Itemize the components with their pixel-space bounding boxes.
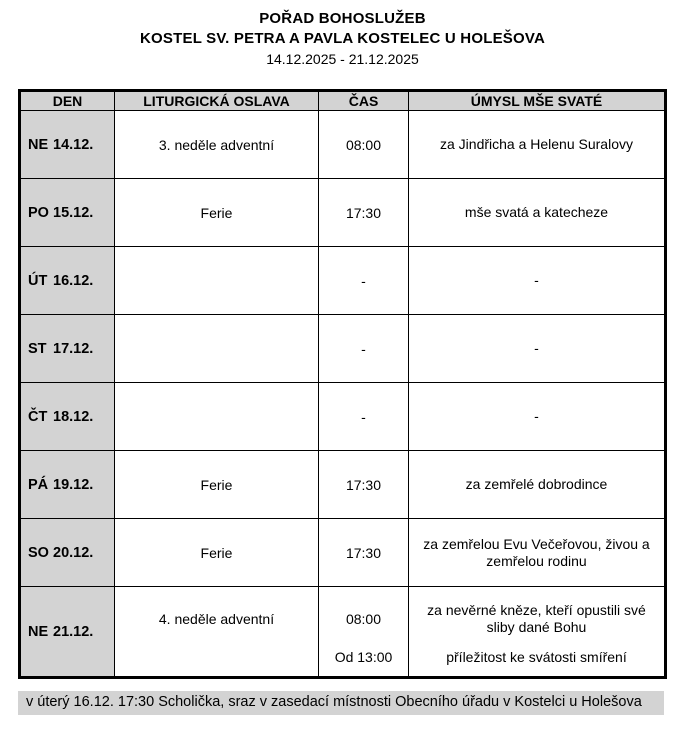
day-abbreviation: ST bbox=[28, 340, 47, 357]
time-cell: 17:30 bbox=[319, 519, 409, 587]
page-title: POŘAD BOHOSLUŽEB bbox=[259, 10, 426, 27]
intention-cell: - bbox=[409, 383, 666, 451]
table-row bbox=[20, 247, 666, 315]
day-cell bbox=[20, 247, 115, 315]
intention-second: příležitost ke svátosti smíření bbox=[446, 649, 627, 665]
date-range: 14.12.2025 - 21.12.2025 bbox=[266, 51, 419, 67]
intention-cell: - bbox=[409, 315, 666, 383]
day-cell bbox=[20, 315, 115, 383]
time-cell: 17:30 bbox=[319, 451, 409, 519]
day-cell bbox=[20, 587, 115, 678]
day-cell bbox=[20, 451, 115, 519]
intention-cell bbox=[409, 587, 666, 678]
day-abbreviation: ÚT bbox=[28, 272, 48, 289]
day-cell bbox=[20, 179, 115, 247]
time-first: 08:00 bbox=[345, 610, 382, 627]
intention-first: za nevěrné kněze, kteří opustili své sliby dané Bohu bbox=[427, 602, 646, 635]
time-cell: - bbox=[319, 383, 409, 451]
footer-note: v úterý 16.12. 17:30 Scholička, sraz v zasedací místnosti Obecního úřadu v Kostelci u Holešova bbox=[18, 691, 664, 715]
column-header-time: ČAS bbox=[319, 91, 409, 111]
liturgical-cell bbox=[115, 315, 319, 383]
table-row bbox=[20, 179, 666, 247]
day-cell bbox=[20, 383, 115, 451]
day-date: 16.12. bbox=[53, 272, 94, 289]
liturgical-cell: Ferie bbox=[115, 519, 319, 587]
time-cell: 08:00 bbox=[319, 111, 409, 179]
liturgical-cell: Ferie bbox=[115, 451, 319, 519]
intention-cell: za zemřelé dobrodince bbox=[409, 451, 666, 519]
table-row bbox=[20, 451, 666, 519]
table-header-row bbox=[20, 91, 666, 111]
day-date: 18.12. bbox=[53, 408, 94, 425]
liturgical-spacer bbox=[121, 649, 312, 674]
column-header-den: DEN bbox=[20, 91, 115, 111]
document-header bbox=[0, 0, 685, 69]
day-date: 20.12. bbox=[53, 544, 94, 561]
liturgical-cell bbox=[115, 247, 319, 315]
church-name: KOSTEL SV. PETRA A PAVLA KOSTELEC U HOLEŠOVA bbox=[140, 30, 545, 47]
column-header-liturgical: LITURGICKÁ OSLAVA bbox=[115, 91, 319, 111]
table-row bbox=[20, 111, 666, 179]
liturgical-cell bbox=[115, 587, 319, 678]
day-abbreviation: SO bbox=[28, 544, 49, 561]
intention-cell: - bbox=[409, 247, 666, 315]
day-date: 21.12. bbox=[53, 623, 94, 640]
day-abbreviation: NE bbox=[28, 623, 49, 640]
liturgical-cell: Ferie bbox=[115, 179, 319, 247]
day-date: 19.12. bbox=[53, 476, 94, 493]
table-row bbox=[20, 519, 666, 587]
table-row bbox=[20, 383, 666, 451]
table-row bbox=[20, 315, 666, 383]
day-date: 14.12. bbox=[53, 136, 94, 153]
liturgical-cell: 3. neděle adventní bbox=[115, 111, 319, 179]
time-cell: - bbox=[319, 247, 409, 315]
day-abbreviation: PÁ bbox=[28, 476, 49, 493]
time-cell bbox=[319, 587, 409, 678]
intention-cell: za zemřelou Evu Večeřovou, živou a zemřelou rodinu bbox=[409, 519, 666, 587]
time-cell: - bbox=[319, 315, 409, 383]
table-row bbox=[20, 587, 666, 678]
time-second: Od 13:00 bbox=[334, 649, 393, 665]
column-header-intention: ÚMYSL MŠE SVATÉ bbox=[409, 91, 666, 111]
day-cell bbox=[20, 111, 115, 179]
intention-cell: za Jindřicha a Helenu Suralovy bbox=[409, 111, 666, 179]
liturgical-cell bbox=[115, 383, 319, 451]
day-date: 17.12. bbox=[53, 340, 94, 357]
schedule-table bbox=[18, 89, 667, 679]
day-cell bbox=[20, 519, 115, 587]
liturgical-label: 4. neděle adventní bbox=[158, 610, 275, 627]
day-date: 15.12. bbox=[53, 204, 94, 221]
time-cell: 17:30 bbox=[319, 179, 409, 247]
intention-cell: mše svatá a katecheze bbox=[409, 179, 666, 247]
day-abbreviation: PO bbox=[28, 204, 49, 221]
day-abbreviation: ČT bbox=[28, 408, 48, 425]
day-abbreviation: NE bbox=[28, 136, 49, 153]
